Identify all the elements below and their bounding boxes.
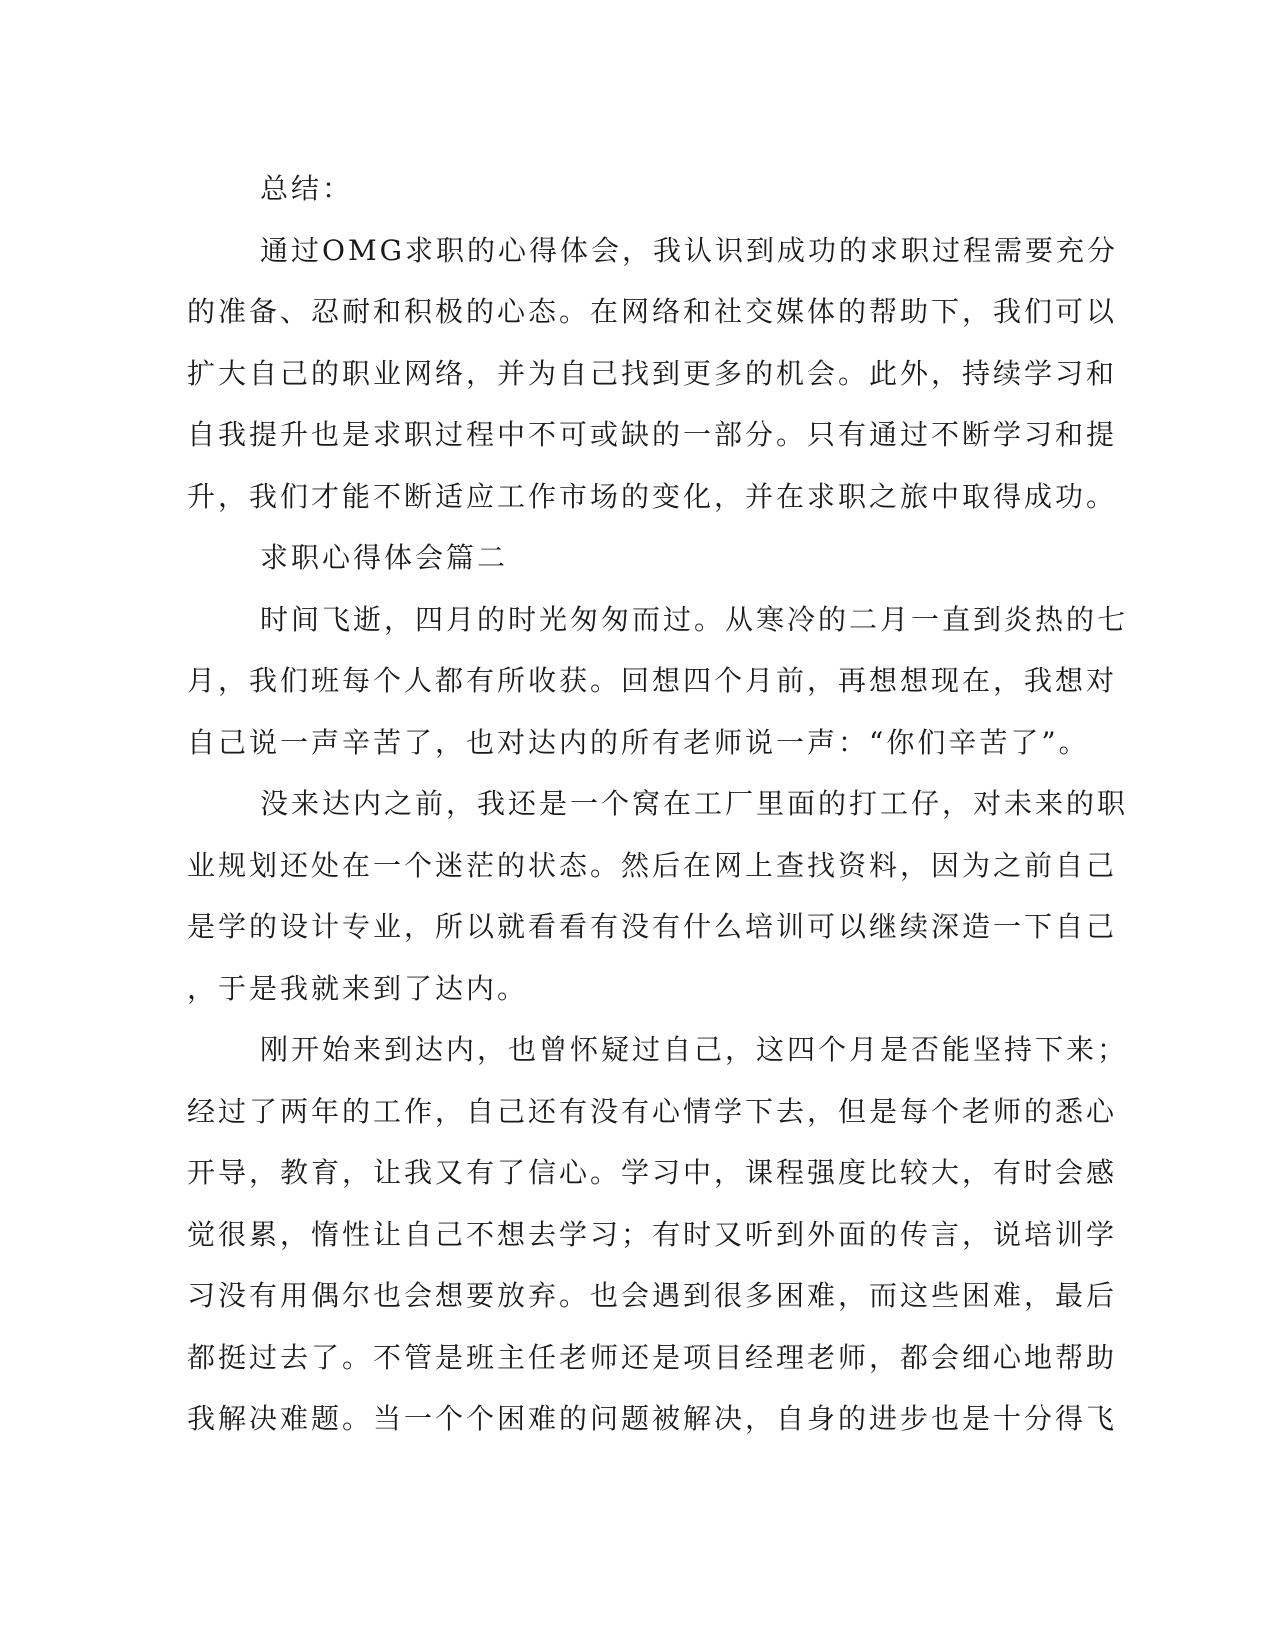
text-line: 没来达内之前，我还是一个窝在工厂里面的打工仔，对未来的职 bbox=[260, 787, 1129, 820]
text-line: 刚开始来到达内，也曾怀疑过自己，这四个月是否能坚持下来； bbox=[260, 1033, 1129, 1066]
text-line: 自我提升也是求职过程中不可或缺的一部分。只有通过不断学习和提 bbox=[187, 418, 1118, 451]
text-line: 觉很累，惰性让自己不想去学习；有时又听到外面的传言，说培训学 bbox=[187, 1217, 1118, 1251]
text-line: 月，我们班每个人都有所收获。回想四个月前，再想想现在，我想对 bbox=[187, 664, 1118, 697]
text-line: 习没有用偶尔也会想要放弃。也会遇到很多困难，而这些困难，最后 bbox=[187, 1279, 1118, 1312]
text-line: 自己说一声辛苦了，也对达内的所有老师说一声：“你们辛苦了”。 bbox=[187, 725, 1090, 759]
text-line: ，于是我就来到了达内。 bbox=[187, 971, 529, 1005]
text-line: 业规划还处在一个迷茫的状态。然后在网上查找资料，因为之前自己 bbox=[187, 848, 1118, 882]
text-line: 都挺过去了。不管是班主任老师还是项目经理老师，都会细心地帮助 bbox=[187, 1340, 1118, 1374]
text-line: 通过OMG求职的心得体会，我认识到成功的求职过程需要充分 bbox=[260, 233, 1118, 267]
document-body bbox=[187, 158, 1129, 1450]
text-line: 的准备、忍耐和积极的心态。在网络和社交媒体的帮助下，我们可以 bbox=[187, 295, 1118, 328]
text-line: 求职心得体会篇二 bbox=[260, 541, 509, 574]
text-line: 开导，教育，让我又有了信心。学习中，课程强度比较大，有时会感 bbox=[187, 1156, 1118, 1189]
text-line: 时间飞逝，四月的时光匆匆而过。从寒冷的二月一直到炎热的七 bbox=[260, 602, 1129, 636]
text-line: 我解决难题。当一个个困难的问题被解决，自身的进步也是十分得飞 bbox=[187, 1402, 1118, 1435]
text-line: 总结： bbox=[260, 172, 354, 205]
text-line: 经过了两年的工作，自己还有没有心情学下去，但是每个老师的悉心 bbox=[187, 1094, 1118, 1128]
text-line: 是学的设计专业，所以就看看有没有什么培训可以继续深造一下自己 bbox=[187, 910, 1118, 943]
text-line: 升，我们才能不断适应工作市场的变化，并在求职之旅中取得成功。 bbox=[187, 479, 1118, 513]
text-line: 扩大自己的职业网络，并为自己找到更多的机会。此外，持续学习和 bbox=[187, 356, 1118, 390]
